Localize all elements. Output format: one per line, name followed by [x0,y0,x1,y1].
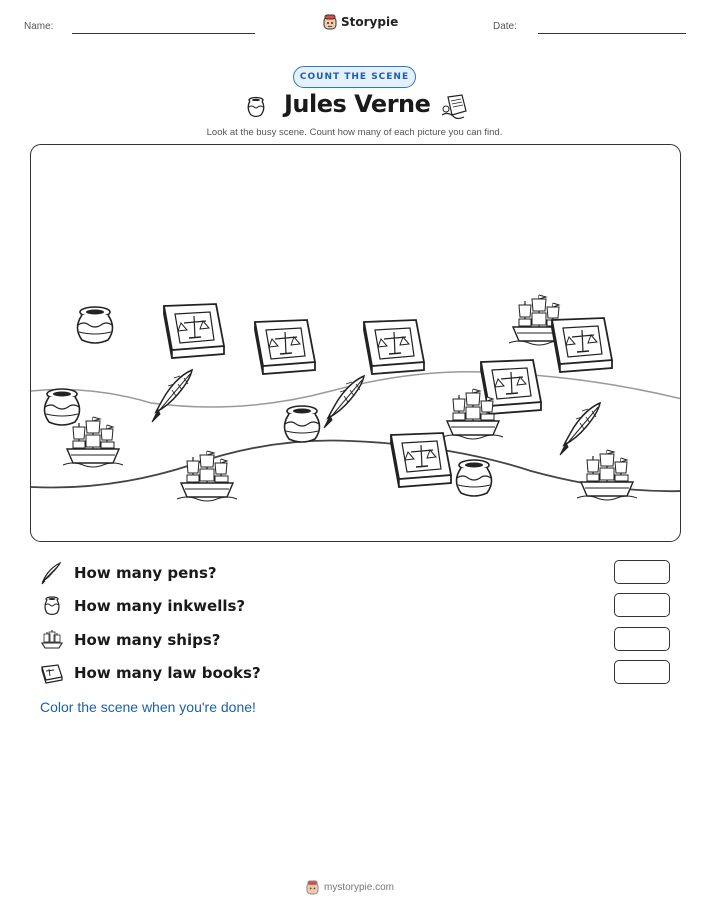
ship-icon [40,628,64,652]
instructions-text: Look at the busy scene. Count how many of each picture you can find. [206,127,503,138]
storypie-mascot-icon [323,14,337,30]
storypie-mascot-icon [306,880,319,895]
name-line[interactable] [72,33,255,34]
date-label: Date: [493,21,517,32]
answer-box-ships[interactable] [614,627,670,651]
question-pens-text: How many pens? [74,564,217,582]
law-book-icon [40,661,64,685]
answer-box-pens[interactable] [614,560,670,584]
question-row-pens [40,560,670,586]
question-row-inkwells [40,593,670,619]
date-line[interactable] [538,33,686,34]
scene-drawing [31,145,681,542]
name-label: Name: [24,21,54,32]
question-law-books-text: How many law books? [74,664,261,682]
page-title: Jules Verne [284,90,431,118]
question-row-law-books [40,660,670,686]
question-row-ships [40,627,670,653]
count-the-scene-badge: COUNT THE SCENE [293,66,416,88]
brand-name: Storypie [341,15,399,29]
answer-box-inkwells[interactable] [614,593,670,617]
letter-scroll-icon [440,93,470,121]
inkwell-icon [40,594,64,618]
answer-box-law-books[interactable] [614,660,670,684]
brand-logo [323,14,398,30]
pen-icon [40,561,64,585]
closing-note: Color the scene when you're done! [40,699,256,715]
busy-scene [30,144,681,542]
question-inkwells-text: How many inkwells? [74,597,246,615]
footer [306,880,394,895]
inkwell-icon [244,95,268,119]
footer-url: mystorypie.com [324,882,395,893]
question-ships-text: How many ships? [74,631,221,649]
